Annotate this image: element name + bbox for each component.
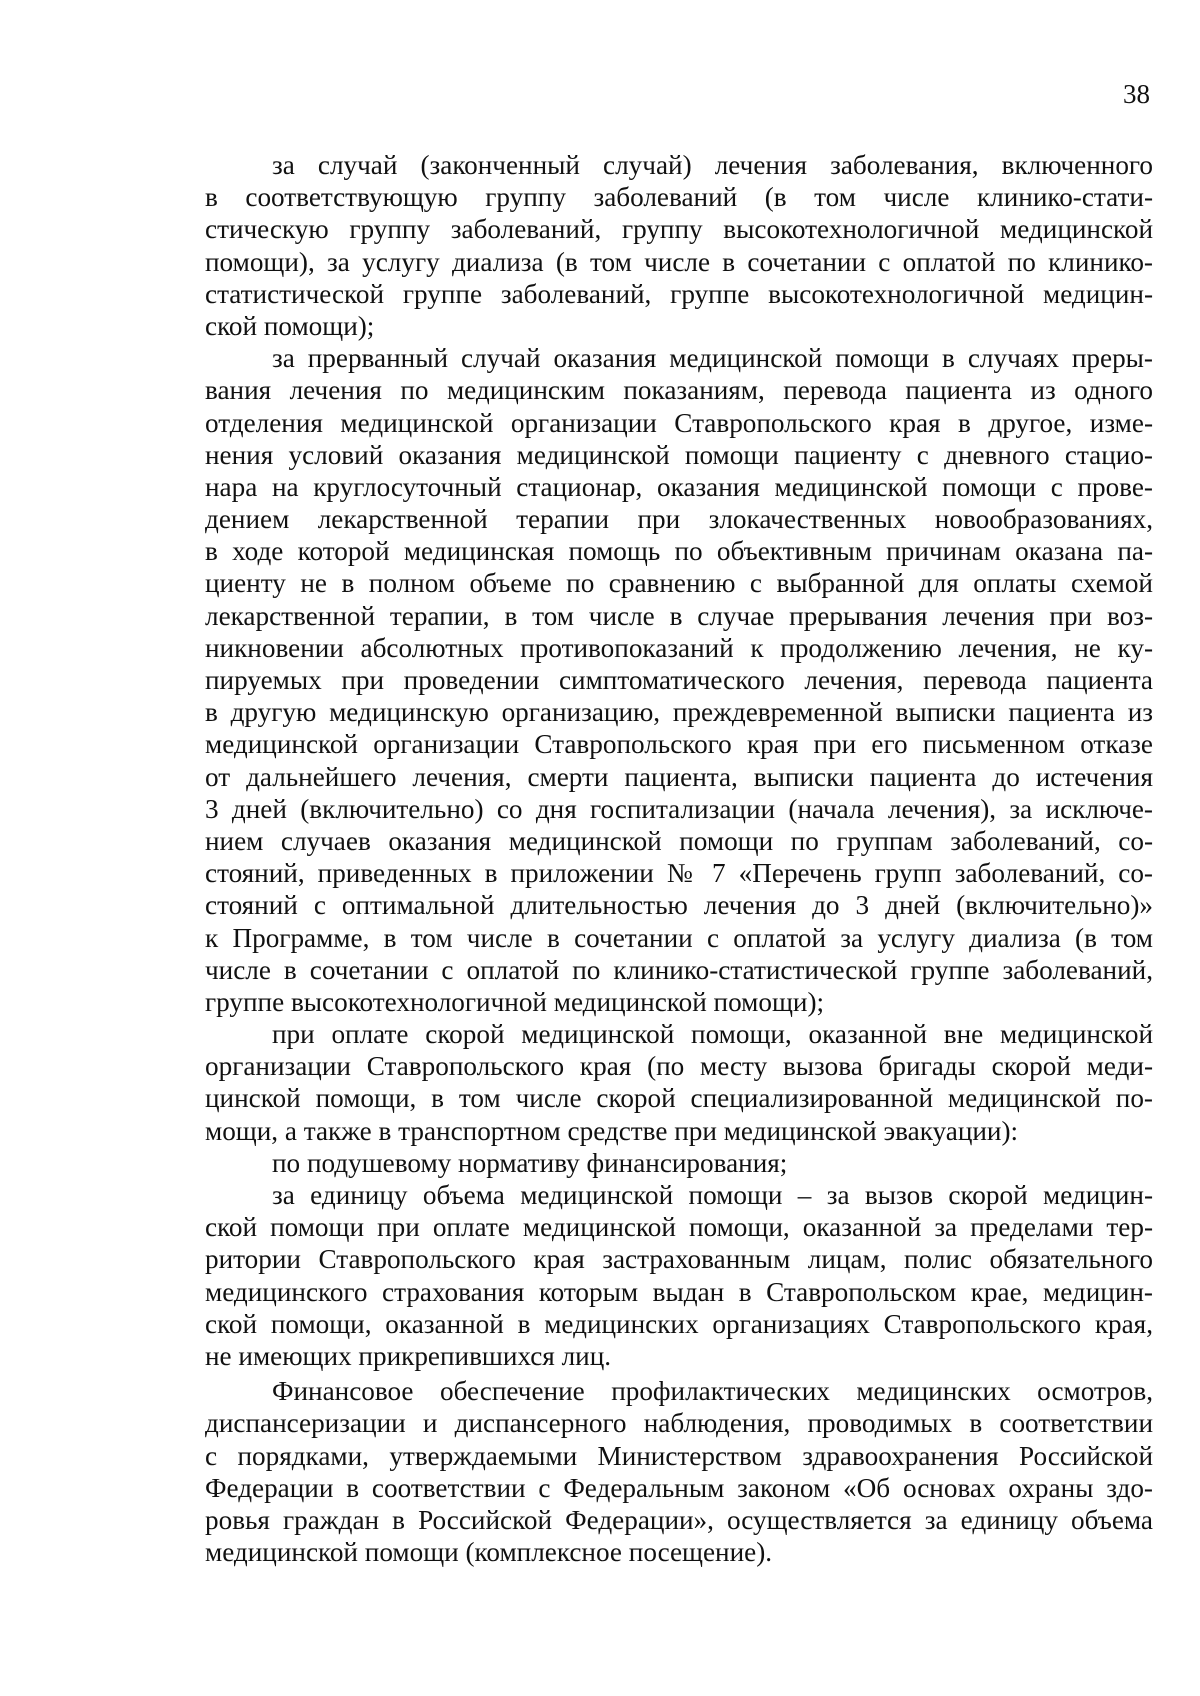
paragraph-financing — [205, 1375, 1153, 1568]
text-line: ской помощи, оказанной в медицинских организациях Ставропольского края, — [205, 1308, 1153, 1339]
paragraph-unit-of-volume — [205, 1179, 1153, 1372]
text-line: в соответствующую группу заболеваний (в том числе клинико-стати- — [205, 182, 1153, 213]
text-line: в другую медицинскую организацию, преждевременной выписки пациента из — [205, 697, 1153, 728]
text-line: за случай (законченный случай) лечения заболевания, включенного — [272, 150, 1153, 180]
text-line: стическую группу заболеваний, группу высокотехнологичной медицинской — [205, 214, 1153, 245]
document-body — [205, 149, 1153, 1568]
text-line: по подушевому нормативу финансирования; — [272, 1147, 788, 1178]
paragraph-emergency-care — [205, 1018, 1153, 1147]
text-line: отделения медицинской организации Ставропольского края в другое, изме- — [205, 407, 1153, 438]
text-line: нара на круглосуточный стационар, оказания медицинской помощи с прове- — [205, 471, 1153, 502]
text-line: за прерванный случай оказания медицинской помощи в случаях преры- — [272, 343, 1153, 374]
text-line: статистической группе заболеваний, группе высокотехнологичной медицин- — [205, 278, 1153, 309]
text-line: с порядками, утверждаемыми Министерством здравоохранения Российской — [205, 1440, 1153, 1471]
text-line: пируемых при проведении симптоматического лечения, перевода пациента — [205, 665, 1153, 695]
text-line: числе в сочетании с оплатой по клинико-статистической группе заболеваний, — [205, 954, 1153, 985]
text-line: ритории Ставропольского края застрахованным лицам, полис обязательного — [205, 1244, 1153, 1275]
text-line: стояний, приведенных в приложении № 7 «Перечень групп заболеваний, со- — [205, 858, 1153, 889]
text-line: мощи, а также в транспортном средстве при медицинской эвакуации): — [205, 1115, 1019, 1146]
text-line: не имеющих прикрепившихся лиц. — [205, 1340, 612, 1371]
text-line: организации Ставропольского края (по месту вызова бригады скорой меди- — [205, 1051, 1153, 1082]
text-line: 3 дней (включительно) со дня госпитализации (начала лечения), за исключе- — [205, 793, 1153, 824]
text-line: дением лекарственной терапии при злокачественных новообразованиях, — [205, 504, 1153, 535]
text-line: Финансовое обеспечение профилактических медицинских осмотров, — [272, 1376, 1153, 1407]
text-line: нения условий оказания медицинской помощи пациенту с дневного стацио- — [205, 439, 1153, 470]
text-line: циенту не в полном объеме по сравнению с выбранной для оплаты схемой — [205, 568, 1153, 599]
text-line: ской помощи при оплате медицинской помощи, оказанной за пределами тер- — [205, 1212, 1153, 1243]
text-line: медицинской организации Ставропольского края при его письменном отказе — [205, 729, 1153, 760]
text-line: нием случаев оказания медицинской помощи по группам заболеваний, со- — [205, 825, 1153, 856]
text-line: стояний с оптимальной длительностью лечения до 3 дней (включительно)» — [205, 890, 1153, 921]
text-line: в ходе которой медицинская помощь по объективным причинам оказана па- — [205, 536, 1153, 567]
paragraph-per-capita — [205, 1147, 1153, 1179]
text-line: Федерации в соответствии с Федеральным законом «Об основах охраны здо- — [205, 1472, 1153, 1503]
text-line: ровья граждан в Российской Федерации», осуществляется за единицу объема — [205, 1504, 1153, 1535]
text-line: цинской помощи, в том числе скорой специализированной медицинской по- — [205, 1083, 1153, 1114]
text-line: диспансеризации и диспансерного наблюдения, проводимых в соответствии — [205, 1408, 1153, 1439]
text-line: к Программе, в том числе в сочетании с оплатой за услугу диализа (в том — [205, 922, 1153, 953]
text-line: за единицу объема медицинской помощи – за вызов скорой медицин- — [272, 1180, 1153, 1210]
paragraph-case-completed — [205, 149, 1153, 342]
text-line: при оплате скорой медицинской помощи, оказанной вне медицинской — [272, 1019, 1153, 1050]
text-line: ской помощи); — [205, 310, 375, 341]
paragraph-case-interrupted — [205, 342, 1153, 1018]
text-line: группе высокотехнологичной медицинской помощи); — [205, 986, 825, 1017]
text-line: помощи), за услугу диализа (в том числе в сочетании с оплатой по клинико- — [205, 246, 1153, 277]
text-line: медицинской помощи (комплексное посещение). — [205, 1537, 773, 1568]
text-line: никновении абсолютных противопоказаний к продолжению лечения, не ку- — [205, 632, 1153, 663]
text-line: вания лечения по медицинским показаниям, перевода пациента из одного — [205, 375, 1153, 406]
text-line: от дальнейшего лечения, смерти пациента, выписки пациента до истечения — [205, 761, 1153, 792]
page-number: 38 — [1123, 79, 1150, 109]
text-line: лекарственной терапии, в том числе в случае прерывания лечения при воз- — [205, 600, 1153, 631]
text-line: медицинского страхования которым выдан в Ставропольском крае, медицин- — [205, 1276, 1153, 1307]
